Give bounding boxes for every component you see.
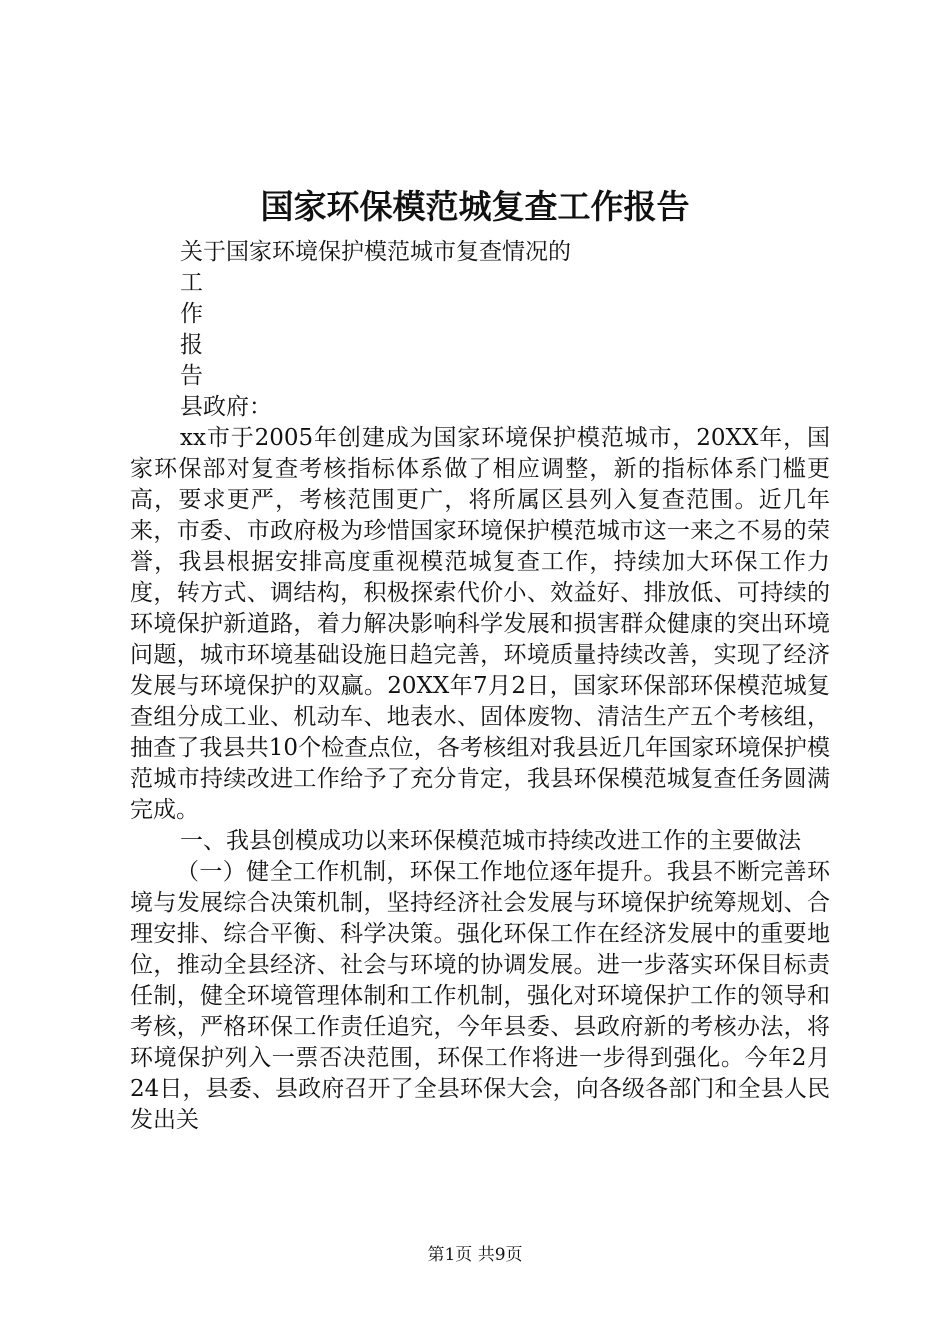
section-heading: 一、我县创模成功以来环保模范城市持续改进工作的主要做法	[180, 828, 801, 854]
vertical-char: 工	[180, 270, 203, 296]
vertical-char: 作	[180, 301, 203, 327]
paragraph-subsection: （一）健全工作机制，环保工作地位逐年提升。我县不断完善环境与发展综合决策机制，坚持经济社会发展与环境保护统筹规划、合理安排、综合平衡、科学决策。强化环保工作在经济发展中的重要地位，推动全县经济、社会与环境的协调发展。进一步落实环保目标责任制，健全环境管理体制和工作机制，强化对环境保护工作的领导和考核，严格环保工作责任追究，今年县委、县政府新的考核办法，将环境保护列入一票否决范围，环保工作将进一步得到强化。今年2月24日，县委、县政府召开了全县环保大会，向各级各部门和全县人民发出关	[130, 859, 830, 1133]
salutation: 县政府：	[180, 394, 272, 420]
vertical-char: 报	[180, 332, 203, 358]
page-number: 第1页 共9页	[427, 1245, 523, 1265]
subtitle-line: 关于国家环境保护模范城市复查情况的	[180, 239, 571, 265]
document-title: 国家环保模范城复查工作报告	[260, 187, 690, 226]
document-body	[130, 237, 830, 1136]
paragraph-intro: xx市于2005年创建成为国家环境保护模范城市，20XX年，国家环保部对复查考核指标体系做了相应调整，新的指标体系门槛更高，要求更严，考核范围更广，将所属区县列入复查范围。近几年来，市委、市政府极为珍惜国家环境保护模范城市这一来之不易的荣誉，我县根据安排高度重视模范城复查工作，持续加大环保工作力度，转方式、调结构，积极探索代价小、效益好、排放低、可持续的环境保护新道路，着力解决影响科学发展和损害群众健康的突出环境问题，城市环境基础设施日趋完善，环境质量持续改善，实现了经济发展与环境保护的双赢。20XX年7月2日，国家环保部环保模范城复查组分成工业、机动车、地表水、固体废物、清洁生产五个考核组，抽查了我县共10个检查点位，各考核组对我县近几年国家环境保护模范城市持续改进工作给予了充分肯定，我县环保模范城复查任务圆满完成。	[130, 425, 830, 823]
vertical-char: 告	[180, 363, 203, 389]
